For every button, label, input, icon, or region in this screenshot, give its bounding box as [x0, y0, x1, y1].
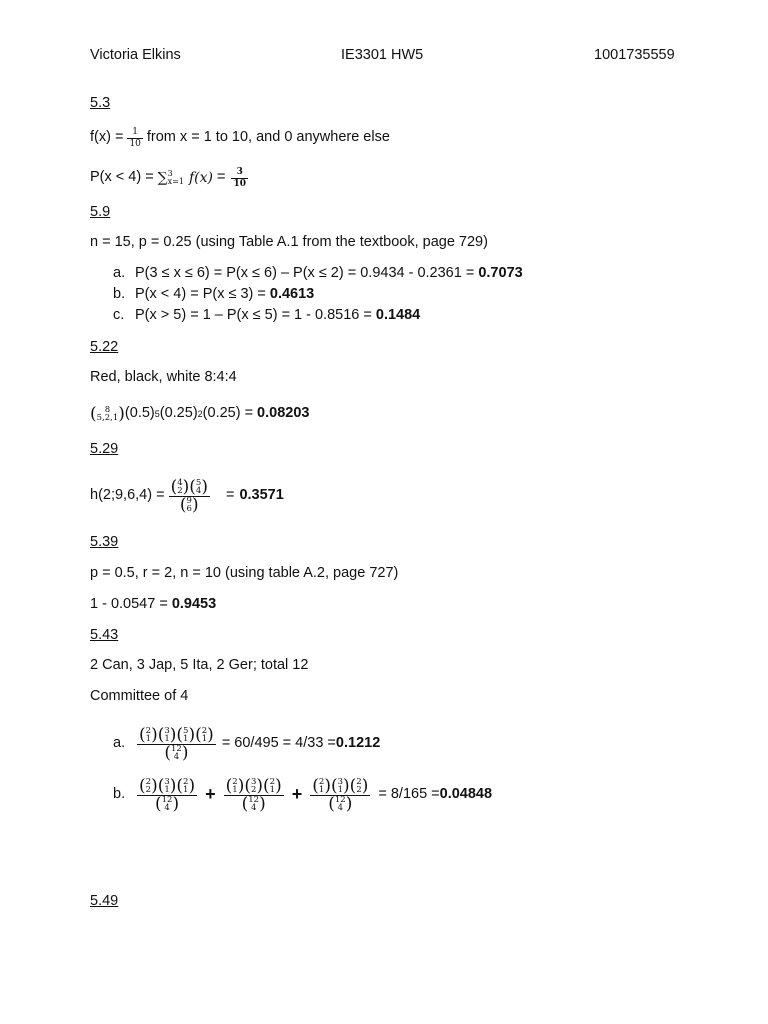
s53-sum-upper: 3 [167, 169, 173, 179]
s53-result-frac [231, 167, 248, 190]
s53-sum-term: f(x) [188, 169, 213, 186]
section-5-3-label: 5.3 [90, 95, 111, 111]
s59-intro: n = 15, p = 0.25 (using Table A.1 from the textbook, page 729) [90, 234, 488, 250]
plus-sign: + [205, 784, 216, 805]
s522-intro: Red, black, white 8:4:4 [90, 369, 237, 385]
sigma-icon: ∑ [157, 169, 168, 186]
plus-sign: + [291, 784, 303, 805]
header-name: Victoria Elkins [90, 47, 181, 63]
s539-calc: 1 - 0.0547 = 0.9453 [90, 596, 217, 612]
s522-calc-line: ( 8 5,2,1 ) (0.5) 5 (0.25) 2 (0.25) = 0.08203 [90, 403, 310, 424]
s522-multinomial: ( 8 5,2,1 ) [90, 403, 125, 424]
header-id: 1001735559 [594, 47, 675, 63]
s59-item-a: a. P(3 ≤ x ≤ 6) = P(x ≤ 6) – P(x ≤ 2) = 0.9434 - 0.2361 = 0.7073 [113, 265, 523, 281]
s59-answer-a: 0.7073 [478, 265, 523, 281]
section-5-9-label: 5.9 [90, 204, 111, 220]
section-5-49-label: 5.49 [90, 893, 119, 909]
s59-answer-c: 0.1484 [375, 307, 421, 323]
s543-answer-a: 0.1212 [335, 735, 381, 752]
s59-answer-b: 0.4613 [269, 286, 315, 302]
header-course: IE3301 HW5 [341, 47, 424, 63]
s53-frac [127, 127, 142, 150]
s53-res-den: 10 [233, 178, 246, 189]
s529-calc-line: h(2;9,6,4) = ( 4 2 ) ( 5 4 ) ( 9 6 ) = 0.3571 [90, 476, 284, 515]
s529-answer: 0.3571 [239, 487, 284, 504]
section-5-22-label: 5.22 [90, 339, 119, 355]
s543-committee: Committee of 4 [90, 688, 189, 704]
s543-a-frac: ( 2 1 ) ( 3 1 ) ( 5 1 ) ( 2 1 ) ( 12 4 ) [139, 724, 214, 763]
section-5-39-label: 5.39 [90, 534, 119, 550]
s53-p-line [90, 164, 250, 192]
section-5-29-label: 5.29 [90, 441, 119, 457]
s543-answer-b: 0.04848 [439, 786, 493, 803]
s53-fx-pre: f(x) = [90, 129, 124, 146]
s522-answer: 0.08203 [257, 405, 310, 422]
s53-p-pre: P(x < 4) = [90, 169, 154, 186]
s543-b-frac-3: ( 2 1 ) ( 3 1 ) ( 2 2 ) ( 12 4 ) [312, 775, 369, 814]
s53-sum [158, 170, 187, 187]
s53-eq: = [217, 169, 226, 186]
s53-fx-line [90, 124, 390, 152]
s53-fx-post: from x = 1 to 10, and 0 anywhere else [146, 129, 390, 146]
s59-item-c: c. P(x > 5) = 1 – P(x ≤ 5) = 1 - 0.8516 = 0.1484 [113, 307, 421, 323]
s543-item-a: a. ( 2 1 ) ( 3 1 ) ( 5 1 ) ( 2 1 ) ( 12 4 ) = 60/495 = 4/33 = 0.1212 [113, 724, 381, 763]
s543-b-frac-1: ( 2 2 ) ( 3 1 ) ( 2 1 ) ( 12 4 ) [139, 775, 196, 814]
s539-answer: 0.9453 [171, 596, 217, 612]
s543-intro: 2 Can, 3 Jap, 5 Ita, 2 Ger; total 12 [90, 657, 309, 673]
section-5-43-label: 5.43 [90, 627, 119, 643]
s529-frac: ( 4 2 ) ( 5 4 ) ( 9 6 ) [170, 476, 208, 515]
s539-intro: p = 0.5, r = 2, n = 10 (using table A.2, page 727) [90, 565, 399, 581]
s53-frac-num: 1 [132, 126, 139, 137]
s543-b-frac-2: ( 2 1 ) ( 3 2 ) ( 2 1 ) ( 12 4 ) [225, 775, 282, 814]
s53-frac-den: 10 [129, 138, 141, 149]
s59-item-b: b. P(x < 4) = P(x ≤ 3) = 0.4613 [113, 286, 315, 302]
s543-item-b: b. ( 2 2 ) ( 3 1 ) ( 2 1 ) ( 12 4 ) + ( 2 1 ) ( 3 2 ) ( 2 1 ) ( 12 4 ) + ( 2 1 ) ( 3 1 ) ( 2 2 ) ( 12 4 ) = 8/165 = 0.04848 [113, 775, 493, 814]
s53-sum-lower: x=1 [167, 176, 184, 186]
s53-res-num: 3 [236, 166, 243, 177]
